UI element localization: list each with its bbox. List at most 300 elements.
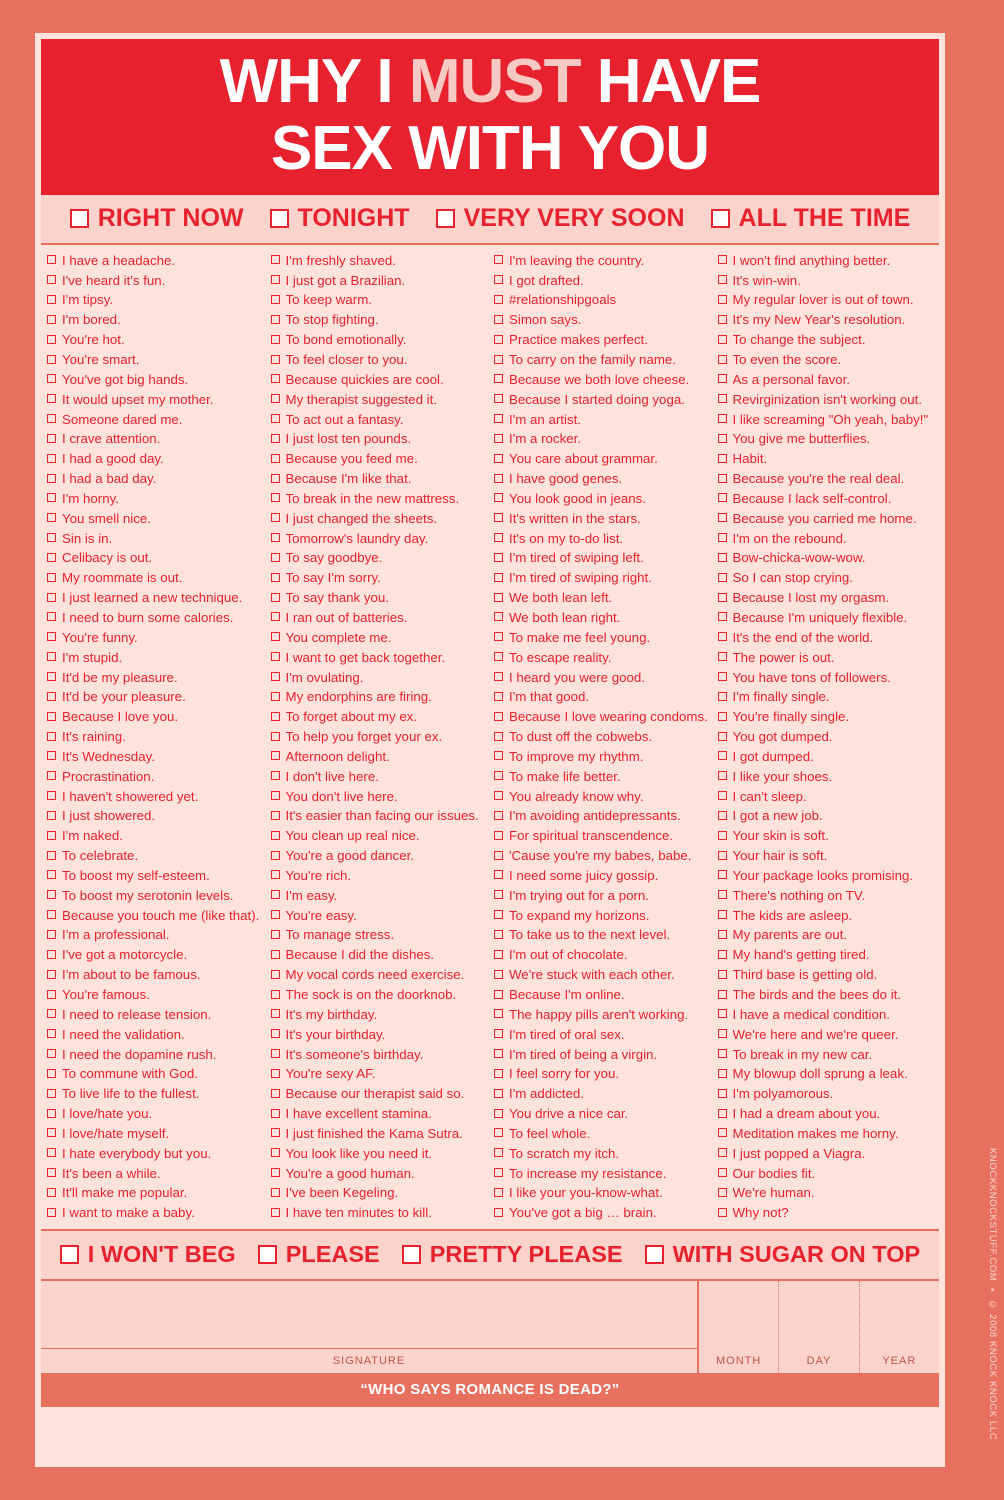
- checkbox-icon[interactable]: [271, 573, 280, 582]
- checkbox-icon[interactable]: [271, 335, 280, 344]
- checklist-item[interactable]: [718, 509, 934, 529]
- checkbox-icon[interactable]: [494, 255, 503, 264]
- checkbox-icon[interactable]: [718, 930, 727, 939]
- checklist-item[interactable]: [47, 410, 263, 430]
- checkbox-icon[interactable]: [718, 553, 727, 562]
- checklist-item[interactable]: [494, 826, 710, 846]
- checkbox-icon[interactable]: [47, 474, 56, 483]
- checklist-item[interactable]: [494, 767, 710, 787]
- checkbox-icon[interactable]: [718, 771, 727, 780]
- checklist-item[interactable]: [718, 350, 934, 370]
- checkbox-icon[interactable]: [47, 1188, 56, 1197]
- checklist-item[interactable]: [494, 350, 710, 370]
- checklist-item[interactable]: [494, 1104, 710, 1124]
- checkbox-icon[interactable]: [47, 990, 56, 999]
- checkbox-icon[interactable]: [271, 990, 280, 999]
- day-field[interactable]: [779, 1281, 859, 1373]
- checklist-item[interactable]: [271, 1084, 487, 1104]
- checkbox-icon[interactable]: [47, 851, 56, 860]
- checkbox-icon[interactable]: [271, 1029, 280, 1038]
- checklist-item[interactable]: [494, 945, 710, 965]
- checkbox-icon[interactable]: [271, 1109, 280, 1118]
- checklist-item[interactable]: [494, 707, 710, 727]
- checkbox-icon[interactable]: [47, 553, 56, 562]
- checkbox-icon[interactable]: [718, 573, 727, 582]
- checkbox-icon[interactable]: [271, 553, 280, 562]
- checkbox-icon[interactable]: [271, 1069, 280, 1078]
- checkbox-icon[interactable]: [271, 791, 280, 800]
- checklist-item[interactable]: [47, 568, 263, 588]
- checkbox-icon[interactable]: [271, 493, 280, 502]
- checkbox-icon[interactable]: [270, 209, 289, 228]
- checklist-item[interactable]: [494, 330, 710, 350]
- checkbox-icon[interactable]: [47, 712, 56, 721]
- checkbox-icon[interactable]: [718, 1029, 727, 1038]
- checkbox-icon[interactable]: [47, 454, 56, 463]
- checklist-item[interactable]: [47, 1005, 263, 1025]
- checklist-item[interactable]: [494, 509, 710, 529]
- checklist-item[interactable]: [47, 489, 263, 509]
- checkbox-icon[interactable]: [718, 315, 727, 324]
- checkbox-icon[interactable]: [494, 493, 503, 502]
- option-i-wont-beg[interactable]: [60, 1241, 236, 1268]
- checkbox-icon[interactable]: [47, 593, 56, 602]
- checklist-item[interactable]: [47, 469, 263, 489]
- checkbox-icon[interactable]: [494, 355, 503, 364]
- checklist-item[interactable]: [47, 1164, 263, 1184]
- checklist-item[interactable]: [494, 925, 710, 945]
- checkbox-icon[interactable]: [47, 513, 56, 522]
- checklist-item[interactable]: [718, 290, 934, 310]
- checklist-item[interactable]: [494, 727, 710, 747]
- checkbox-icon[interactable]: [271, 1089, 280, 1098]
- checkbox-icon[interactable]: [494, 474, 503, 483]
- checkbox-icon[interactable]: [494, 1089, 503, 1098]
- checkbox-icon[interactable]: [718, 712, 727, 721]
- checklist-item[interactable]: [271, 429, 487, 449]
- checkbox-icon[interactable]: [494, 851, 503, 860]
- checklist-item[interactable]: [271, 846, 487, 866]
- checkbox-icon[interactable]: [718, 632, 727, 641]
- checkbox-icon[interactable]: [47, 751, 56, 760]
- checklist-item[interactable]: [718, 1064, 934, 1084]
- checklist-item[interactable]: [271, 608, 487, 628]
- checkbox-icon[interactable]: [494, 513, 503, 522]
- checklist-item[interactable]: [271, 886, 487, 906]
- checklist-item[interactable]: [271, 1203, 487, 1223]
- checklist-item[interactable]: [47, 1203, 263, 1223]
- checkbox-icon[interactable]: [271, 1188, 280, 1197]
- checkbox-icon[interactable]: [271, 1148, 280, 1157]
- checklist-item[interactable]: [494, 1124, 710, 1144]
- checkbox-icon[interactable]: [47, 771, 56, 780]
- checkbox-icon[interactable]: [402, 1245, 421, 1264]
- checkbox-icon[interactable]: [47, 1109, 56, 1118]
- checklist-item[interactable]: [718, 668, 934, 688]
- checklist-item[interactable]: [271, 290, 487, 310]
- checklist-item[interactable]: [494, 747, 710, 767]
- checkbox-icon[interactable]: [494, 414, 503, 423]
- checklist-item[interactable]: [271, 727, 487, 747]
- checklist-item[interactable]: [47, 330, 263, 350]
- checkbox-icon[interactable]: [47, 1029, 56, 1038]
- checklist-item[interactable]: [271, 529, 487, 549]
- checklist-item[interactable]: [718, 1164, 934, 1184]
- checklist-item[interactable]: [494, 588, 710, 608]
- checklist-item[interactable]: [47, 1124, 263, 1144]
- checkbox-icon[interactable]: [271, 930, 280, 939]
- checkbox-icon[interactable]: [494, 275, 503, 284]
- checklist-item[interactable]: [718, 370, 934, 390]
- checkbox-icon[interactable]: [47, 890, 56, 899]
- checklist-item[interactable]: [271, 648, 487, 668]
- checklist-item[interactable]: [718, 1005, 934, 1025]
- checkbox-icon[interactable]: [718, 672, 727, 681]
- checkbox-icon[interactable]: [718, 493, 727, 502]
- checklist-item[interactable]: [718, 747, 934, 767]
- checkbox-icon[interactable]: [494, 394, 503, 403]
- checklist-item[interactable]: [271, 747, 487, 767]
- checklist-item[interactable]: [47, 866, 263, 886]
- checkbox-icon[interactable]: [494, 1128, 503, 1137]
- checklist-item[interactable]: [494, 390, 710, 410]
- checklist-item[interactable]: [271, 1005, 487, 1025]
- option-very-very-soon[interactable]: [436, 204, 685, 233]
- checklist-item[interactable]: [271, 787, 487, 807]
- checklist-item[interactable]: [47, 965, 263, 985]
- checklist-item[interactable]: [718, 1084, 934, 1104]
- checklist-item[interactable]: [718, 866, 934, 886]
- checkbox-icon[interactable]: [494, 1049, 503, 1058]
- checklist-item[interactable]: [271, 1025, 487, 1045]
- checklist-item[interactable]: [494, 687, 710, 707]
- checkbox-icon[interactable]: [718, 533, 727, 542]
- checklist-item[interactable]: [47, 707, 263, 727]
- checkbox-icon[interactable]: [494, 533, 503, 542]
- checklist-item[interactable]: [494, 1144, 710, 1164]
- checkbox-icon[interactable]: [494, 315, 503, 324]
- checklist-item[interactable]: [47, 1144, 263, 1164]
- checkbox-icon[interactable]: [271, 831, 280, 840]
- checklist-item[interactable]: [47, 509, 263, 529]
- checklist-item[interactable]: [47, 906, 263, 926]
- checklist-item[interactable]: [718, 429, 934, 449]
- checkbox-icon[interactable]: [271, 414, 280, 423]
- checkbox-icon[interactable]: [494, 831, 503, 840]
- checklist-item[interactable]: [494, 489, 710, 509]
- checklist-item[interactable]: [494, 449, 710, 469]
- checklist-item[interactable]: [47, 1084, 263, 1104]
- checkbox-icon[interactable]: [271, 950, 280, 959]
- checkbox-icon[interactable]: [47, 672, 56, 681]
- checklist-item[interactable]: [47, 310, 263, 330]
- checkbox-icon[interactable]: [711, 209, 730, 228]
- checklist-item[interactable]: [494, 787, 710, 807]
- checklist-item[interactable]: [718, 925, 934, 945]
- checkbox-icon[interactable]: [271, 910, 280, 919]
- checklist-item[interactable]: [47, 251, 263, 271]
- checkbox-icon[interactable]: [271, 355, 280, 364]
- checklist-item[interactable]: [494, 370, 710, 390]
- checklist-item[interactable]: [494, 469, 710, 489]
- checkbox-icon[interactable]: [47, 970, 56, 979]
- checkbox-icon[interactable]: [718, 870, 727, 879]
- checkbox-icon[interactable]: [47, 1148, 56, 1157]
- checkbox-icon[interactable]: [271, 474, 280, 483]
- checklist-item[interactable]: [47, 826, 263, 846]
- checklist-item[interactable]: [47, 1183, 263, 1203]
- checklist-item[interactable]: [47, 747, 263, 767]
- checklist-item[interactable]: [271, 1183, 487, 1203]
- checklist-item[interactable]: [271, 370, 487, 390]
- checklist-item[interactable]: [718, 588, 934, 608]
- checklist-item[interactable]: [47, 1104, 263, 1124]
- checklist-item[interactable]: [271, 588, 487, 608]
- year-field[interactable]: [860, 1281, 939, 1373]
- checkbox-icon[interactable]: [494, 890, 503, 899]
- checkbox-icon[interactable]: [494, 791, 503, 800]
- option-please[interactable]: [258, 1241, 380, 1268]
- checkbox-icon[interactable]: [494, 573, 503, 582]
- checkbox-icon[interactable]: [718, 295, 727, 304]
- checklist-item[interactable]: [47, 767, 263, 787]
- checklist-item[interactable]: [271, 390, 487, 410]
- checkbox-icon[interactable]: [47, 1049, 56, 1058]
- checklist-item[interactable]: [271, 489, 487, 509]
- checkbox-icon[interactable]: [47, 950, 56, 959]
- checklist-item[interactable]: [494, 1183, 710, 1203]
- checklist-item[interactable]: [271, 410, 487, 430]
- checkbox-icon[interactable]: [718, 1148, 727, 1157]
- checklist-item[interactable]: [718, 965, 934, 985]
- checklist-item[interactable]: [271, 509, 487, 529]
- checklist-item[interactable]: [47, 390, 263, 410]
- checkbox-icon[interactable]: [271, 970, 280, 979]
- checkbox-icon[interactable]: [718, 652, 727, 661]
- checklist-item[interactable]: [47, 945, 263, 965]
- checkbox-icon[interactable]: [718, 275, 727, 284]
- checklist-item[interactable]: [271, 826, 487, 846]
- checkbox-icon[interactable]: [718, 434, 727, 443]
- checklist-item[interactable]: [271, 469, 487, 489]
- checklist-item[interactable]: [271, 1064, 487, 1084]
- checklist-item[interactable]: [47, 787, 263, 807]
- checklist-item[interactable]: [271, 310, 487, 330]
- checkbox-icon[interactable]: [494, 751, 503, 760]
- checklist-item[interactable]: [271, 945, 487, 965]
- checklist-item[interactable]: [271, 1164, 487, 1184]
- checkbox-icon[interactable]: [47, 1208, 56, 1217]
- checkbox-icon[interactable]: [47, 632, 56, 641]
- checklist-item[interactable]: [271, 1045, 487, 1065]
- checkbox-icon[interactable]: [494, 374, 503, 383]
- checklist-item[interactable]: [47, 271, 263, 291]
- checklist-item[interactable]: [47, 687, 263, 707]
- checkbox-icon[interactable]: [60, 1245, 79, 1264]
- checkbox-icon[interactable]: [47, 1128, 56, 1137]
- checklist-item[interactable]: [271, 965, 487, 985]
- checklist-item[interactable]: [718, 410, 934, 430]
- checklist-item[interactable]: [718, 945, 934, 965]
- checkbox-icon[interactable]: [47, 811, 56, 820]
- checklist-item[interactable]: [494, 668, 710, 688]
- checklist-item[interactable]: [494, 290, 710, 310]
- month-field[interactable]: [699, 1281, 779, 1373]
- checkbox-icon[interactable]: [718, 1049, 727, 1058]
- checkbox-icon[interactable]: [70, 209, 89, 228]
- checklist-item[interactable]: [718, 469, 934, 489]
- checklist-item[interactable]: [718, 1203, 934, 1223]
- checkbox-icon[interactable]: [271, 811, 280, 820]
- checklist-item[interactable]: [271, 548, 487, 568]
- checkbox-icon[interactable]: [47, 791, 56, 800]
- checklist-item[interactable]: [718, 608, 934, 628]
- checkbox-icon[interactable]: [718, 1168, 727, 1177]
- checkbox-icon[interactable]: [271, 434, 280, 443]
- checklist-item[interactable]: [718, 449, 934, 469]
- checklist-item[interactable]: [718, 886, 934, 906]
- checklist-item[interactable]: [494, 846, 710, 866]
- checklist-item[interactable]: [271, 1144, 487, 1164]
- checkbox-icon[interactable]: [718, 1009, 727, 1018]
- checklist-item[interactable]: [494, 1025, 710, 1045]
- checkbox-icon[interactable]: [494, 910, 503, 919]
- checklist-item[interactable]: [271, 568, 487, 588]
- checklist-item[interactable]: [271, 350, 487, 370]
- checkbox-icon[interactable]: [271, 870, 280, 879]
- checklist-item[interactable]: [271, 628, 487, 648]
- checklist-item[interactable]: [47, 846, 263, 866]
- checkbox-icon[interactable]: [718, 513, 727, 522]
- checkbox-icon[interactable]: [494, 652, 503, 661]
- checkbox-icon[interactable]: [494, 771, 503, 780]
- checkbox-icon[interactable]: [47, 1009, 56, 1018]
- checkbox-icon[interactable]: [47, 910, 56, 919]
- checklist-item[interactable]: [271, 767, 487, 787]
- checklist-item[interactable]: [494, 1005, 710, 1025]
- checklist-item[interactable]: [47, 628, 263, 648]
- checklist-item[interactable]: [271, 866, 487, 886]
- checkbox-icon[interactable]: [47, 295, 56, 304]
- checkbox-icon[interactable]: [718, 1208, 727, 1217]
- checklist-item[interactable]: [718, 330, 934, 350]
- checkbox-icon[interactable]: [271, 1009, 280, 1018]
- checklist-item[interactable]: [47, 548, 263, 568]
- checkbox-icon[interactable]: [47, 612, 56, 621]
- option-right-now[interactable]: [70, 204, 244, 233]
- checklist-item[interactable]: [494, 965, 710, 985]
- checkbox-icon[interactable]: [271, 1049, 280, 1058]
- checkbox-icon[interactable]: [718, 732, 727, 741]
- checkbox-icon[interactable]: [494, 593, 503, 602]
- checkbox-icon[interactable]: [494, 295, 503, 304]
- checklist-item[interactable]: [271, 449, 487, 469]
- checkbox-icon[interactable]: [494, 692, 503, 701]
- signature-field[interactable]: [41, 1281, 699, 1373]
- checklist-item[interactable]: [718, 1124, 934, 1144]
- checkbox-icon[interactable]: [718, 990, 727, 999]
- checklist-item[interactable]: [718, 767, 934, 787]
- checkbox-icon[interactable]: [718, 454, 727, 463]
- checklist-item[interactable]: [494, 410, 710, 430]
- checkbox-icon[interactable]: [47, 374, 56, 383]
- checkbox-icon[interactable]: [718, 811, 727, 820]
- checkbox-icon[interactable]: [718, 1069, 727, 1078]
- checklist-item[interactable]: [718, 985, 934, 1005]
- checklist-item[interactable]: [494, 886, 710, 906]
- checkbox-icon[interactable]: [718, 851, 727, 860]
- checklist-item[interactable]: [494, 310, 710, 330]
- checkbox-icon[interactable]: [47, 355, 56, 364]
- checkbox-icon[interactable]: [271, 533, 280, 542]
- checkbox-icon[interactable]: [271, 593, 280, 602]
- checklist-item[interactable]: [718, 548, 934, 568]
- checklist-item[interactable]: [718, 529, 934, 549]
- checkbox-icon[interactable]: [718, 374, 727, 383]
- checkbox-icon[interactable]: [718, 1128, 727, 1137]
- checkbox-icon[interactable]: [718, 474, 727, 483]
- checklist-item[interactable]: [494, 608, 710, 628]
- checkbox-icon[interactable]: [271, 454, 280, 463]
- checklist-item[interactable]: [718, 707, 934, 727]
- checkbox-icon[interactable]: [47, 533, 56, 542]
- checklist-item[interactable]: [718, 687, 934, 707]
- checklist-item[interactable]: [494, 866, 710, 886]
- checkbox-icon[interactable]: [494, 1208, 503, 1217]
- checklist-item[interactable]: [494, 985, 710, 1005]
- checkbox-icon[interactable]: [494, 811, 503, 820]
- checkbox-icon[interactable]: [718, 950, 727, 959]
- checklist-item[interactable]: [718, 1183, 934, 1203]
- checkbox-icon[interactable]: [271, 851, 280, 860]
- checkbox-icon[interactable]: [271, 275, 280, 284]
- checklist-item[interactable]: [718, 787, 934, 807]
- checklist-item[interactable]: [718, 1045, 934, 1065]
- checklist-item[interactable]: [494, 1084, 710, 1104]
- checklist-item[interactable]: [718, 310, 934, 330]
- checkbox-icon[interactable]: [718, 1089, 727, 1098]
- checkbox-icon[interactable]: [494, 434, 503, 443]
- checkbox-icon[interactable]: [271, 295, 280, 304]
- checklist-item[interactable]: [494, 1045, 710, 1065]
- checkbox-icon[interactable]: [718, 394, 727, 403]
- checkbox-icon[interactable]: [718, 612, 727, 621]
- checkbox-icon[interactable]: [718, 335, 727, 344]
- checklist-item[interactable]: [47, 1045, 263, 1065]
- checklist-item[interactable]: [718, 251, 934, 271]
- checklist-item[interactable]: [494, 806, 710, 826]
- checklist-item[interactable]: [47, 608, 263, 628]
- checkbox-icon[interactable]: [271, 1168, 280, 1177]
- checklist-item[interactable]: [718, 489, 934, 509]
- checklist-item[interactable]: [47, 648, 263, 668]
- checkbox-icon[interactable]: [494, 1188, 503, 1197]
- checklist-item[interactable]: [718, 826, 934, 846]
- checklist-item[interactable]: [494, 628, 710, 648]
- checkbox-icon[interactable]: [47, 434, 56, 443]
- checklist-item[interactable]: [718, 390, 934, 410]
- checkbox-icon[interactable]: [494, 950, 503, 959]
- checklist-item[interactable]: [47, 290, 263, 310]
- checklist-item[interactable]: [718, 906, 934, 926]
- checklist-item[interactable]: [718, 271, 934, 291]
- checklist-item[interactable]: [494, 1203, 710, 1223]
- checklist-item[interactable]: [494, 529, 710, 549]
- checklist-item[interactable]: [271, 925, 487, 945]
- checkbox-icon[interactable]: [494, 1148, 503, 1157]
- checkbox-icon[interactable]: [271, 1208, 280, 1217]
- checkbox-icon[interactable]: [47, 1069, 56, 1078]
